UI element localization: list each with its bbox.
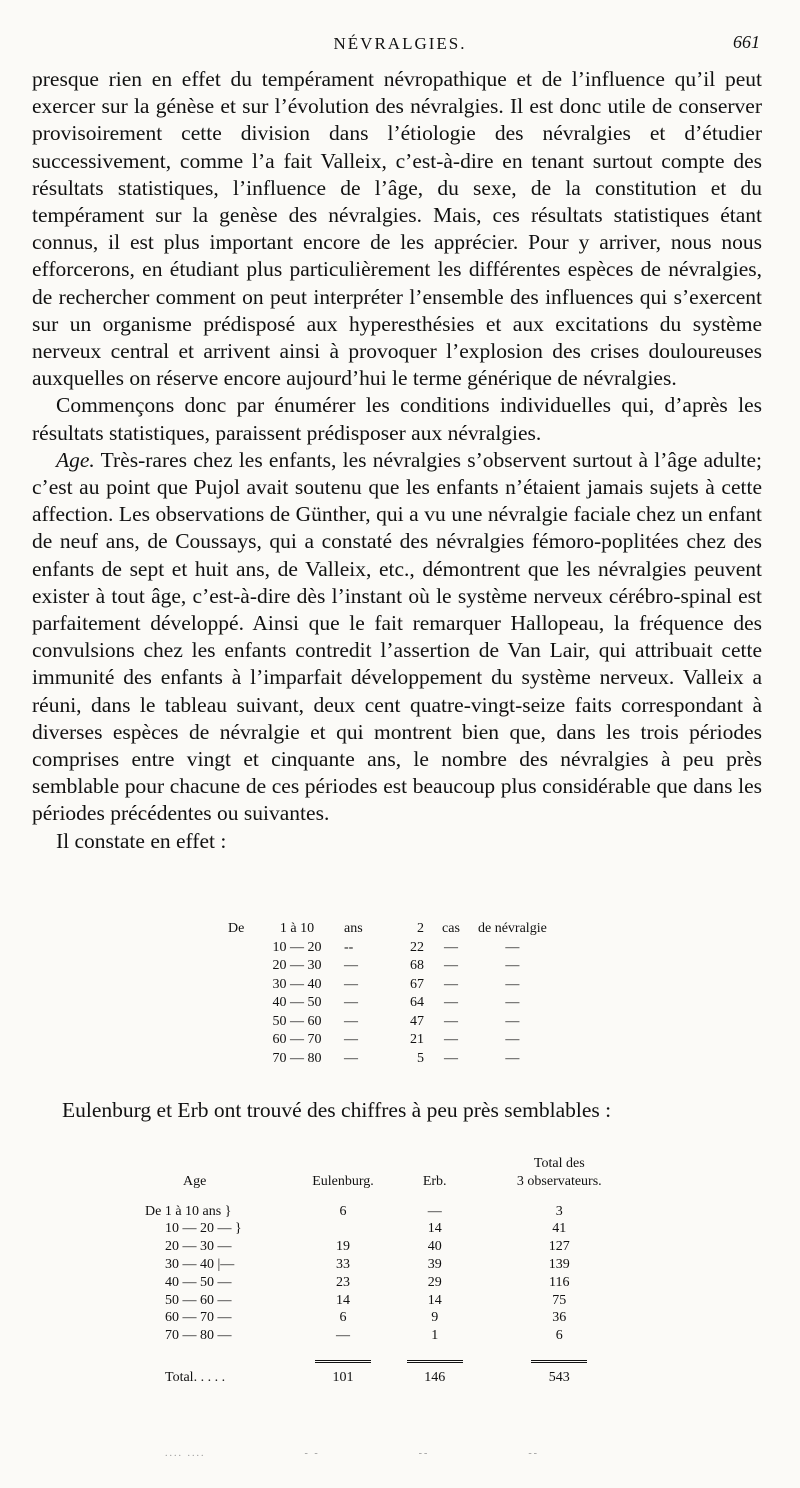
age-range: 10 — 20 [272,939,322,955]
row-prefix [228,1050,256,1069]
comparison-table [145,1155,645,1387]
ditto-2: — [505,995,520,1010]
table-row [228,939,553,958]
age-range: 70 — 80 — [165,1328,232,1344]
age-range: 30 — 40 |— [165,1256,235,1272]
unit: ans [344,921,363,936]
total-erb: 146 [424,1369,446,1385]
paragraph-2: Commençons donc par énumérer les conditions individuelles qui, d’après les résultats statistiques, paraissent prédisposer aux névralgies. [32,393,762,445]
eulenburg-value: 19 [335,1239,350,1255]
ditto-2: — [505,976,520,992]
age-range: 60 — 70 — [165,1310,232,1326]
unit: — [344,1032,358,1047]
row-prefix [228,957,256,976]
page-number: 661 [733,32,760,52]
age-range: 10 — 20 — } [165,1221,242,1237]
eulenburg-value: 14 [335,1292,350,1308]
case-count: 2 [417,921,424,936]
header-total: Total des 3 observateurs. [516,1156,602,1189]
age-range: 50 — 60 — [165,1292,232,1308]
age-range: 1 à 10 [279,921,315,936]
age-range: De 1 à 10 ans } [145,1203,232,1219]
table-row [145,1292,645,1310]
total-eulenburg: 101 [332,1369,354,1385]
ditto-1: — [444,976,458,992]
table-row [145,1220,645,1238]
table-row [228,1050,553,1069]
total-value: 3 [555,1203,563,1219]
erb-value: 14 [427,1292,442,1308]
table-row [228,957,553,976]
case-count: 21 [410,1032,424,1047]
header-eulenburg: Eulenburg. [312,1173,374,1189]
header-erb: Erb. [422,1173,447,1189]
unit: — [344,995,358,1010]
row-prefix: De [228,921,245,936]
erb-value: 29 [427,1274,442,1290]
table-row [145,1274,645,1292]
running-title: NÉVRALGIES. [333,34,467,53]
ditto-2: — [505,1050,520,1066]
age-range: 20 — 30 — [165,1239,232,1255]
erb-value: — [427,1203,442,1219]
erb-value: 39 [427,1256,442,1272]
table-row [145,1203,645,1221]
unit: — [344,976,358,992]
total-value: 6 [555,1328,563,1344]
ditto-1: — [444,1032,458,1047]
eulenburg-value [290,1220,396,1238]
rule-row [145,1345,645,1369]
body-text [32,66,762,855]
ditto-2: — [505,1013,520,1029]
erb-value: 14 [427,1221,442,1237]
total-value: 41 [552,1221,567,1237]
row-prefix [228,976,256,995]
valleix-age-table [228,920,553,1068]
case-count: 64 [410,995,424,1010]
table-row [145,1238,645,1256]
total-value: 139 [548,1256,570,1272]
erb-value: 40 [427,1239,442,1255]
unit: — [344,958,358,973]
comparison-header-row [145,1155,645,1203]
unit: — [344,1013,358,1029]
row-prefix [228,1013,256,1032]
ditto-2: — [505,958,520,973]
ditto-1: cas [442,921,460,936]
total-value: 127 [548,1239,570,1255]
ditto-1: — [444,995,458,1010]
unit: -- [344,939,354,955]
total-value: 75 [552,1292,567,1308]
bottom-marks: .... .... - - -- -- [165,1448,539,1459]
total-value: 116 [549,1274,570,1290]
case-count: 67 [410,976,424,992]
total-label: Total. . . . . [165,1369,226,1385]
ditto-1: — [444,1050,458,1066]
erb-value: 9 [431,1310,439,1326]
ditto-2: — [505,1032,520,1047]
table-row [228,1031,553,1050]
table-row [228,920,553,939]
row-prefix [228,939,256,958]
paragraph-1: presque rien en effet du tempérament névropathique et de l’influence qu’il peut exercer sur la génèse et sur l’évolution des névralgies. Il est donc utile de conserver provisoirement cette division dans l’étiologie des névralgies et d’étudier successivement, comme l’a fait Valleix, c’est-à-dire en tenant surtout compte des résultats statistiques, l’influence de l’âge, du sexe, de la constitution et du tempérament sur la genèse des névralgies. Mais, ces résultats statistiques étant connus, il est plus important encore de les apprécier. Pour y arriver, nous nous efforcerons, en étudiant plus particulièrement les différentes espèces de névralgies, de rechercher comment on peut interpréter l’ensemble des influences qui s’exercent sur un organisme prédisposé aux hyperesthésies et aux excitations du système nerveux central et arrivent ainsi à provoquer l’explosion des crises douloureuses auxquelles on réserve encore aujourd’hui le terme générique de névralgies. [32,67,762,391]
row-prefix [228,994,256,1013]
age-range: 20 — 30 [272,958,322,973]
total-row [145,1369,645,1387]
eulenburg-value: 6 [339,1203,347,1219]
paragraph-age [32,447,762,828]
case-count: 22 [410,939,424,955]
header-age: Age [183,1173,207,1189]
ditto-1: — [444,1013,458,1029]
age-range: 30 — 40 [272,976,322,992]
paragraph-constate: Il constate en effet : [56,828,227,853]
ditto-2: de névralgie [478,921,547,936]
table-row [228,976,553,995]
case-count: 68 [410,958,424,973]
total-all: 543 [548,1369,570,1385]
ditto-2: — [505,939,520,955]
age-range: 60 — 70 [272,1032,322,1047]
erb-value: 1 [431,1328,439,1344]
ditto-1: — [444,939,458,955]
table-row [145,1256,645,1274]
ditto-1: — [444,958,458,973]
table-row [228,1013,553,1032]
age-text: Très-rares chez les enfants, les névralgies s’observent surtout à l’âge adulte; c’est au point que Pujol avait soutenu que les enfants n’étaient jamais sujets à cette affection. Les observations de Günther, qui a vu une névralgie faciale chez un enfant de neuf ans, de Coussays, qui a constaté des névralgies fémoro-poplitées chez des enfants de sept et huit ans, de Valleix, etc., démontrent que les névralgies peuvent exister à tout âge, c’est-à-dire dès l’instant où le système nerveux cérébro-spinal est parfaitement développé. Ainsi que le fait remarquer Hallopeau, la fréquence des convulsions chez les enfants contredit l’assertion de Van Lair, qui attribuait cette immunité des enfants à l’imparfait développement du système nerveux. Valleix a réuni, dans le tableau suivant, deux cent quatre-vingt-seize faits correspondant à diverses espèces de névralgie et qui montrent bien que, dans les trois périodes comprises entre vingt et cinquante ans, le nombre des névralgies à peu près semblable pour chacune de ces périodes est beaucoup plus considérable que dans les périodes précédentes ou suivantes. [32,447,762,826]
age-range: 40 — 50 — [165,1274,232,1290]
age-range: 50 — 60 [272,1013,322,1029]
eulenburg-value: 23 [335,1274,350,1290]
age-range: 70 — 80 [272,1050,322,1066]
case-count: 47 [410,1013,424,1029]
eulenburg-value: 33 [335,1256,350,1272]
eulenburg-intro: Eulenburg et Erb ont trouvé des chiffres à peu près semblables : [62,1098,612,1122]
unit: — [344,1050,358,1066]
table-row [145,1327,645,1345]
running-header [0,30,800,60]
table-row [145,1309,645,1327]
age-range: 40 — 50 [272,995,322,1010]
case-count: 5 [417,1050,424,1066]
age-label: Age. [56,447,95,472]
eulenburg-value: 6 [339,1310,347,1326]
rule [407,1360,463,1363]
eulenburg-value: — [335,1328,350,1344]
row-prefix [228,1031,256,1050]
rule [531,1360,587,1363]
rule [315,1360,371,1363]
total-value: 36 [552,1310,567,1326]
table-row [228,994,553,1013]
